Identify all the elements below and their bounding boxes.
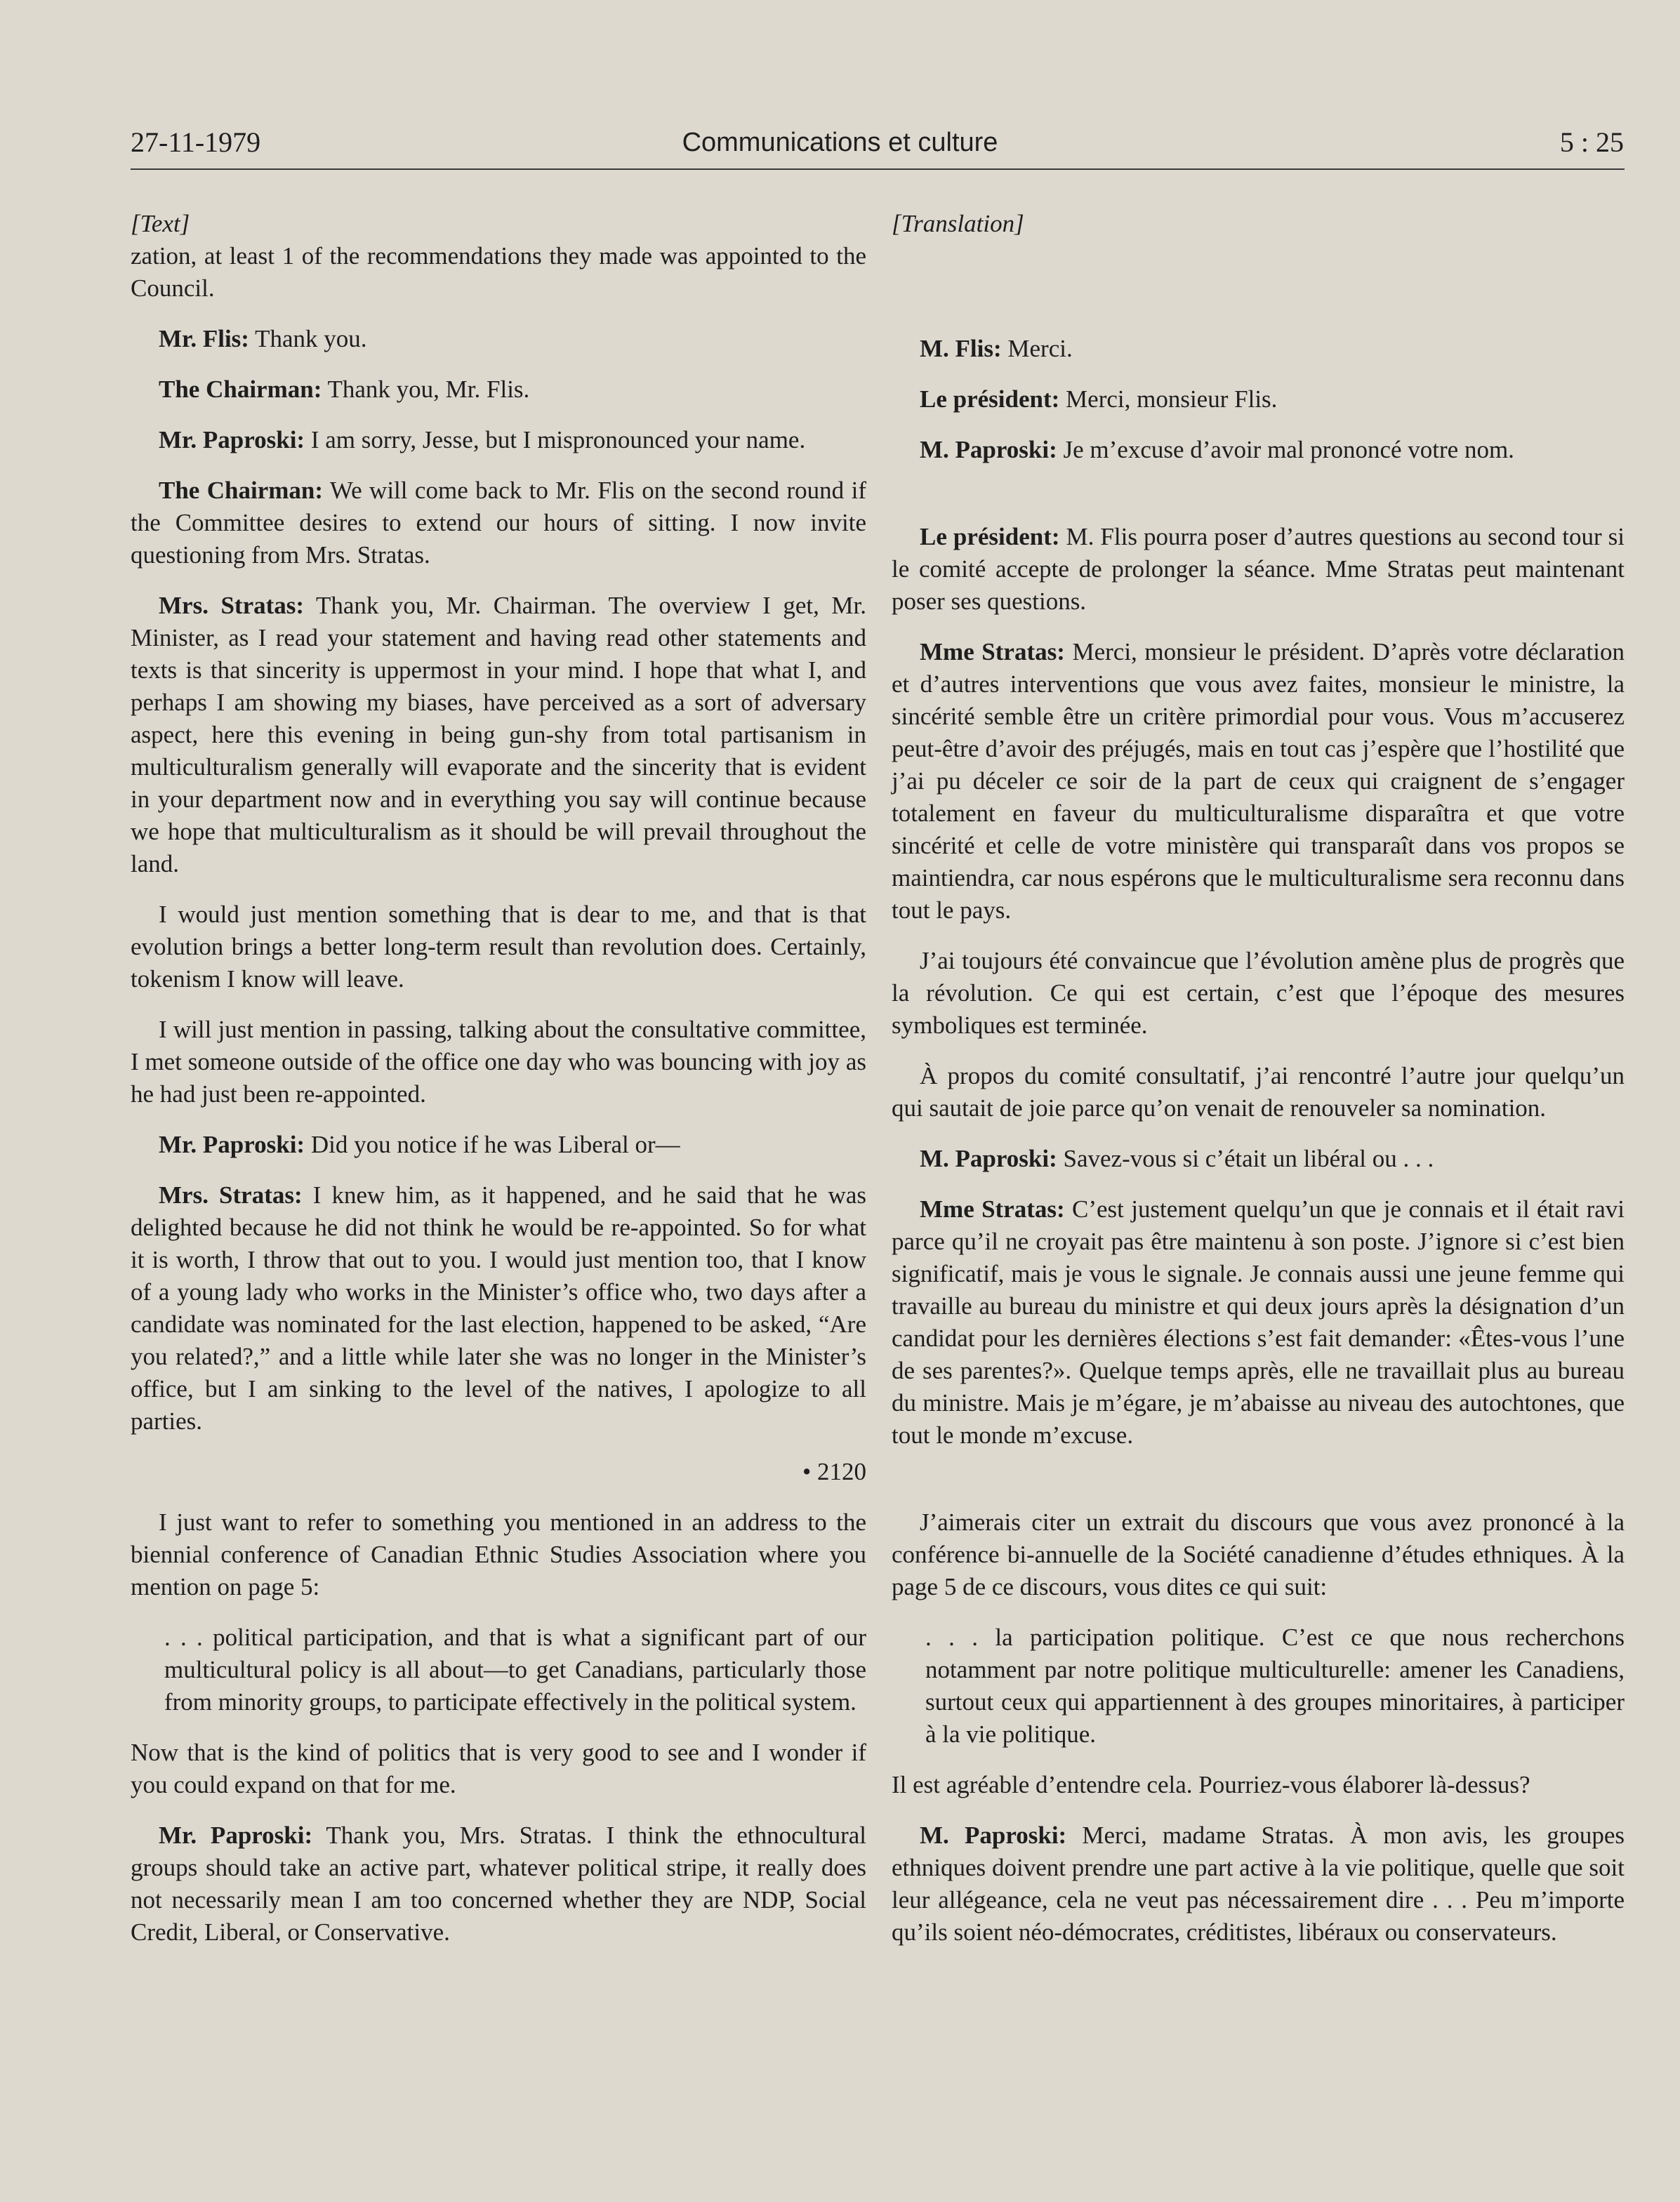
paragraph: Mr. Paproski: Thank you, Mrs. Stratas. I think the ethnocultural groups should take an active part, whatever political stripe, it really does not necessarily mean I am too concerned whether they are NDP, Social Credit, Liberal, or Conservative. (131, 1822, 866, 1946)
paragraph: I just want to refer to something you mentioned in an address to the biennial conference of Canadian Ethnic Studies Association where you mention on page 5: (131, 1508, 866, 1600)
paragraph: Mrs. Stratas: Thank you, Mr. Chairman. The overview I get, Mr. Minister, as I read your statement and having read other statements and texts is that sincerity is uppermost in your mind. I hope that what I, and perhaps I am showing my biases, have perceived as a sort of adversary aspect, here this evening in being gun-shy from total partisanism in multiculturalism generally will evaporate and the sincerity that is evident in your department now and in everything you say will continue because we hope that multiculturalism as it should be will prevail throughout the land. (131, 592, 866, 877)
paragraph: Le président: M. Flis pourra poser d’autres questions au second tour si le comité accepte de prolonger la séance. Mme Stratas peut maintenant poser ses questions. (892, 523, 1625, 615)
speaker: Mr. Flis: (159, 325, 249, 352)
paragraph: I will just mention in passing, talking about the consultative committee, I met someone outside of the office one day who was bouncing with joy as he had just been re-appointed. (131, 1016, 866, 1108)
speaker: Mr. Paproski: (159, 426, 305, 453)
paragraph: Mr. Paproski: Did you notice if he was Liberal or— (159, 1131, 680, 1158)
paragraph: Mr. Paproski: I am sorry, Jesse, but I mispronounced your name. (159, 426, 806, 453)
speaker: The Chairman: (159, 477, 324, 504)
paragraph: The Chairman: We will come back to Mr. Flis on the second round if the Committee desires to extend our hours of sitting. I now invite questioning from Mrs. Stratas. (131, 477, 866, 569)
paragraph: J’aimerais citer un extrait du discours que vous avez prononcé à la conférence bi-annuelle de la Société canadienne d’études ethniques. À la page 5 de ce discours, vous dites ce qui suit: (892, 1508, 1625, 1600)
speaker: Mr. Paproski: (159, 1822, 313, 1849)
speaker: Mrs. Stratas: (159, 592, 305, 619)
text-tag: [Text] (131, 210, 190, 237)
speaker: Le président: (920, 523, 1060, 550)
block-quote: . . . political participation, and that is what a significant part of our multicultural policy is all about—to get Canadians, particularly those from minority groups, to participate effectively in the political system. (164, 1624, 866, 1716)
paragraph: M. Paproski: Savez-vous si c’était un libéral ou . . . (920, 1145, 1434, 1172)
paragraph: Mme Stratas: C’est justement quelqu’un que je connais et il était ravi parce qu’il ne croyait pas être maintenu à son poste. J’ignore si c’est bien significatif, mais je vous le signale. Je connais aussi une jeune femme qui travaille au bureau du ministre et qui deux jours après la désignation d’un candidat pour les dernières élections s’est fait demander: «Êtes-vous l’une de ses parentes?». Quelque temps après, elle ne travaillait plus au bureau du ministre. Mais je m’égare, je m’abaisse au niveau des autochtones, que tout le monde m’excuse. (892, 1195, 1625, 1449)
header-rule (131, 168, 1625, 170)
paragraph: Mr. Flis: Thank you. (159, 325, 367, 352)
spacer (892, 484, 1625, 521)
page-number: 5 : 25 (1559, 126, 1624, 158)
time-marker: • 2120 (802, 1458, 866, 1485)
paragraph: zation, at least 1 of the recommendations they made was appointed to the Council. (131, 242, 866, 302)
speaker: Mme Stratas: (920, 1195, 1065, 1223)
speaker: M. Paproski: (920, 1822, 1067, 1849)
paragraph: À propos du comité consultatif, j’ai rencontré l’autre jour quelqu’un qui sautait de joie parce qu’on venait de renouveler sa nomination. (892, 1062, 1625, 1122)
paragraph: Il est agréable d’entendre cela. Pourriez-vous élaborer là-dessus? (892, 1771, 1530, 1798)
paragraph: Now that is the kind of politics that is very good to see and I wonder if you could expand on that for me. (131, 1739, 866, 1798)
paragraph: Mrs. Stratas: I knew him, as it happened, and he said that he was delighted because he did not think he would be re-appointed. So for what it is worth, I throw that out to you. I would just mention too, that I know of a young lady who works in the Minister’s office who, two days after a candidate was nominated for the last election, happened to be asked, “Are you related?,” and a little while later she was no longer in the Minister’s office, but I am sinking to the level of the natives, I apologize to all parties. (131, 1181, 866, 1435)
spacer (892, 240, 1625, 296)
running-header-date: 27-11-1979 (131, 126, 261, 158)
paragraph: J’ai toujours été convaincue que l’évolution amène plus de progrès que la révolution. Ce qui est certain, c’est que l’époque des mesures symboliques est terminée. (892, 947, 1625, 1039)
translation-tag: [Translation] (892, 210, 1024, 237)
paragraph: The Chairman: Thank you, Mr. Flis. (159, 376, 530, 403)
spacer (892, 296, 1625, 333)
paragraph: M. Paproski: Je m’excuse d’avoir mal prononcé votre nom. (920, 436, 1514, 463)
paragraph: M. Paproski: Merci, madame Stratas. À mon avis, les groupes ethniques doivent prendre une part active à la vie politique, quelle que soit leur allégeance, cela ne veut pas nécessairement dire . . . Peu m’importe qu’ils soient néo-démocrates, créditistes, libéraux ou conservateurs. (892, 1822, 1625, 1946)
paragraph: M. Flis: Merci. (920, 335, 1073, 362)
block-quote: . . . la participation politique. C’est ce que nous recherchons notamment par notre politique multiculturelle: amener les Canadiens, surtout ceux qui appartiennent à des groupes minoritaires, à participer à la vie politique. (925, 1624, 1625, 1748)
english-column (131, 208, 866, 1967)
running-header-title: Communications et culture (682, 128, 998, 157)
speaker: The Chairman: (159, 376, 322, 403)
paragraph: Mme Stratas: Merci, monsieur le président. D’après votre déclaration et d’autres interventions que vous avez faites, monsieur le ministre, la sincérité semble être un critère primordial pour vous. Vous m’accuserez peut-être d’avoir des préjugés, mais en tout cas j’espère que l’hostilité que j’ai pu déceler ce soir de la part de ceux qui craignent de s’engager totalement en faveur du multiculturalisme disparaîtra et que votre sincérité et celle de votre ministère qui transparaît dans vos propos se maintiendra, car nous espérons que le multiculturalisme sera reconnu dans tout le pays. (892, 638, 1625, 924)
speaker: Le président: (920, 385, 1060, 413)
french-column (892, 208, 1625, 1967)
paragraph: I would just mention something that is dear to me, and that is that evolution brings a better long-term result than revolution does. Certainly, tokenism I know will leave. (131, 901, 866, 993)
speaker: M. Flis: (920, 335, 1002, 362)
speaker: Mrs. Stratas: (159, 1181, 303, 1209)
spacer (892, 1470, 1625, 1506)
speaker: M. Paproski: (920, 436, 1057, 463)
speaker: Mme Stratas: (920, 638, 1065, 665)
paragraph: Le président: Merci, monsieur Flis. (920, 385, 1278, 413)
speaker: Mr. Paproski: (159, 1131, 305, 1158)
speaker: M. Paproski: (920, 1145, 1057, 1172)
